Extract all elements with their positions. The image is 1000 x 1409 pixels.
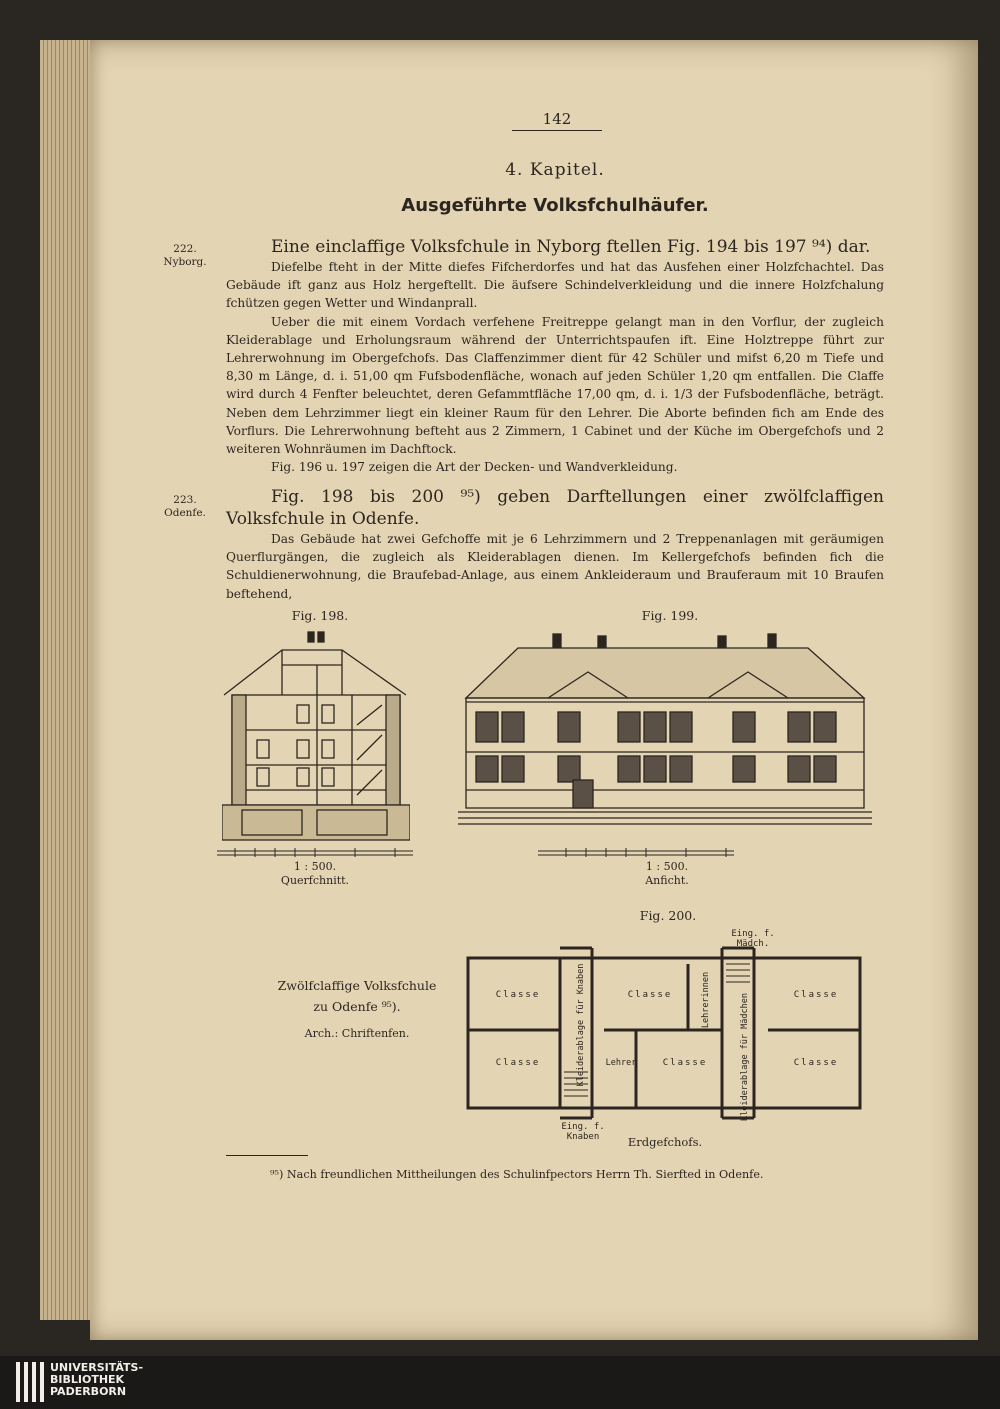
room-classe: Classe (793, 990, 839, 1000)
footnote-rule (226, 1155, 308, 1156)
margin-note-number: 222. (173, 243, 197, 255)
section-222 (226, 236, 884, 476)
section-heading: Ausgeführte Volksfchulhäufer. (401, 195, 709, 216)
entrance-knaben-label: Eing. f. Knaben (561, 1122, 605, 1142)
book-page-edges (40, 40, 92, 1320)
margin-note-place: Odenfe. (164, 507, 206, 519)
margin-note-222 (155, 243, 215, 269)
fig198-scale: 1 : 500. (293, 860, 337, 873)
room-lehrerinnen: Lehrerinnen (701, 971, 711, 1029)
fig199-elevation-drawing (458, 630, 872, 830)
fig198-caption: Querfchnitt. (280, 874, 350, 887)
library-footer-bar (0, 1356, 1000, 1409)
room-classe: Classe (495, 1058, 541, 1068)
room-classe: Classe (662, 1058, 708, 1068)
section-223 (226, 486, 884, 603)
fig199-label: Fig. 199. (641, 608, 699, 623)
corridor-maedchen: Kleiderablage für Mädchen (740, 993, 750, 1121)
margin-note-number: 223. (173, 494, 197, 506)
paragraph: Fig. 196 u. 197 zeigen die Art der Decken- und Wandverkleidung. (271, 460, 678, 475)
library-name-line: BIBLIOTHEK (50, 1373, 125, 1386)
library-name-line: UNIVERSITÄTS- (50, 1361, 144, 1374)
fig199-caption: Anficht. (645, 874, 689, 887)
fig198-scale-bar (215, 845, 415, 859)
fig199-scale-bar (536, 845, 736, 859)
room-lehrer: Lehrer (605, 1058, 637, 1068)
room-classe: Classe (627, 990, 673, 1000)
section-222-lead: Eine einclaffige Volksfchule in Nyborg ftellen Fig. 194 bis 197 ⁹⁴) dar. (271, 237, 871, 257)
margin-note-223 (155, 494, 215, 520)
fig200-floor-plan (464, 944, 864, 1122)
room-classe: Classe (495, 990, 541, 1000)
fig199-scale: 1 : 500. (645, 860, 689, 873)
paragraph: Das Gebäude hat zwei Gefchoffe mit je 6 Lehrzimmern und 2 Treppenanlagen mit geräumigen Querflurgängen, die zugleich als Kleiderablagen dienen. Im Kellergefchofs befinden fich die Schuldienerwohnung, die Braufebad-Anlage, aus einem Ankleideraum und Brauferaum mit 10 Braufen beftehend, (226, 532, 884, 601)
entrance-maedchen-label: Eing. f. Mädch. (731, 929, 775, 949)
library-name-line: PADERBORN (50, 1385, 127, 1398)
paragraph: Diefelbe fteht in der Mitte diefes Fifcherdorfes und hat das Ausfehen einer Holzfchachtel. Das Gebäude ift ganz aus Holz hergeftellt. Die äufsere Schindelverkleidung und die innere Holzfchalung fchützen gegen Wetter und Windanprall. (226, 260, 884, 311)
fig200-label: Fig. 200. (639, 908, 697, 923)
footnote: ⁹⁵) Nach freundlichen Mittheilungen des Schulinfpectors Herrn Th. Sierfted in Odenfe. (270, 1168, 764, 1181)
paragraph: Ueber die mit einem Vordach verfehene Freitreppe gelangt man in den Vorflur, der zugleich Kleiderablage und Erholungsraum während der Unterrichtspaufen ift. Eine Holztreppe führt zur Lehrerwohnung im Obergefchofs. Das Claffenzimmer dient für 42 Schüler und mifst 6,20 m Tiefe und 8,30 m Länge, d. i. 51,00 qm Fufsbodenfläche, wonach auf jeden Schüler 1,20 qm entfallen. Die Claffe wird durch 4 Fenfter beleuchtet, deren Gefammtfläche 17,00 qm, d. i. 1/3 der Fufsbodenfläche, beträgt. Neben dem Lehrzimmer liegt ein kleiner Raum für den Lehrer. Die Aborte befinden fich am Ende des Vorflurs. Die Lehrerwohnung befteht aus 2 Zimmern, 1 Cabinet und der Küche im Obergefchofs und 2 weiteren Wohnräumen im Dachftock. (226, 314, 884, 457)
side-caption-architect: Arch.: Chriftenfen. (304, 1027, 410, 1040)
side-caption (262, 975, 452, 1044)
side-caption-title: Zwölfclaffige Volksfchule (277, 978, 437, 993)
chapter-label: 4. Kapitel. (505, 160, 605, 180)
section-223-lead: Fig. 198 bis 200 ⁹⁵) geben Darftellungen einer zwölfclaffigen Volksfchule in Odenfe. (226, 487, 884, 529)
fig200-caption: Erdgefchofs. (627, 1135, 703, 1149)
library-logo-icon (16, 1362, 44, 1402)
room-classe: Classe (793, 1058, 839, 1068)
margin-note-place: Nyborg. (163, 256, 207, 268)
fig198-section-drawing (222, 630, 410, 845)
side-caption-place: zu Odenfe ⁹⁵). (313, 999, 401, 1014)
fig198-label: Fig. 198. (291, 608, 349, 623)
library-name (50, 1362, 143, 1398)
corridor-knaben: Kleiderablage für Knaben (576, 963, 586, 1087)
page-number: 142 (512, 110, 602, 131)
